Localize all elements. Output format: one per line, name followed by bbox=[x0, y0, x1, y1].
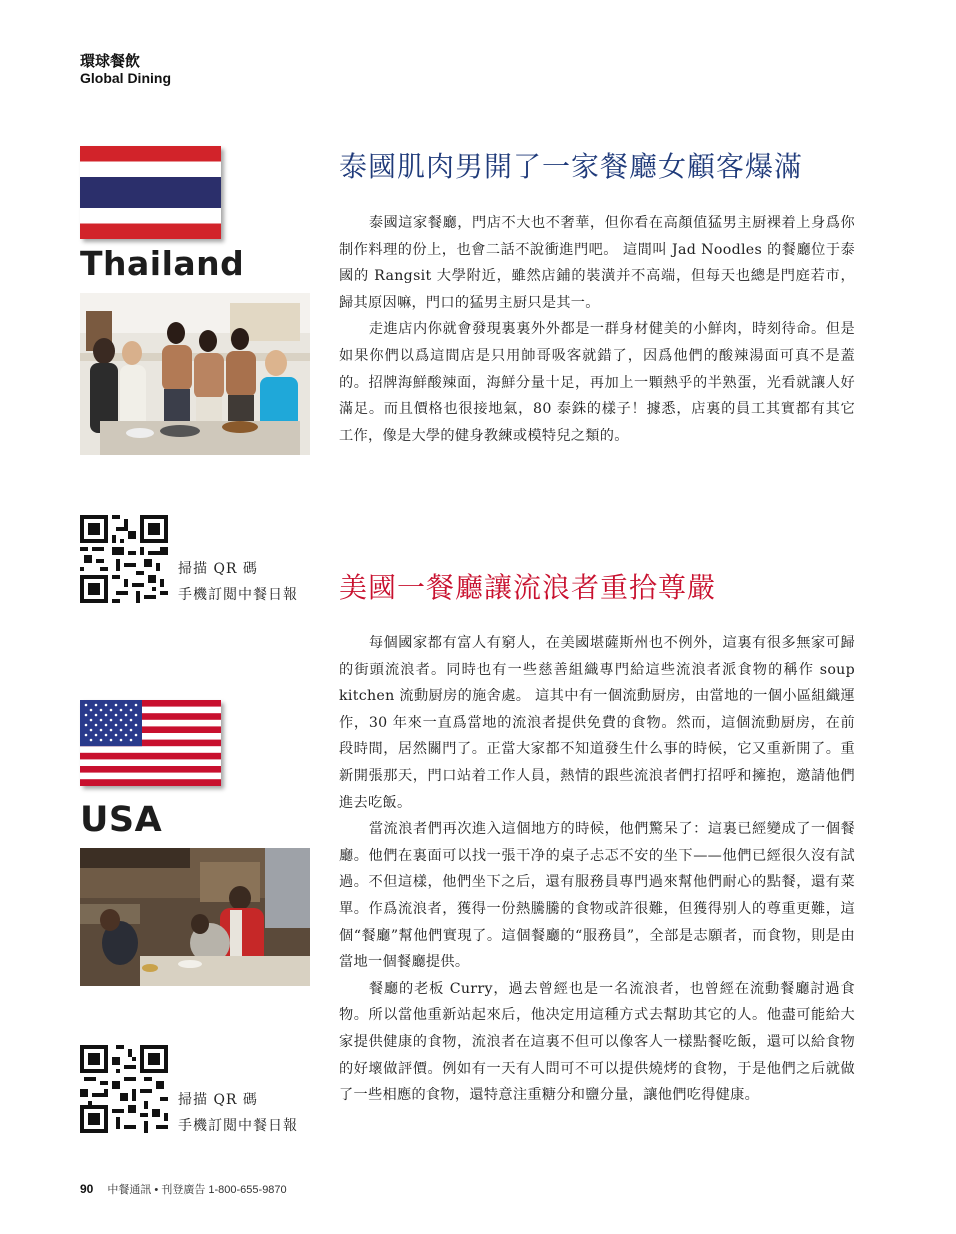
article-headline-usa: 美國一餐廳讓流浪者重拾尊嚴 bbox=[339, 571, 717, 604]
country-name-thailand: Thailand bbox=[80, 244, 245, 283]
article-headline-thailand: 泰國肌肉男開了一家餐廳女顧客爆滿 bbox=[339, 150, 804, 183]
section-title-english: Global Dining bbox=[80, 70, 171, 86]
qr-caption-usa bbox=[178, 1087, 298, 1139]
usa-flag bbox=[80, 700, 221, 786]
qr-code-icon bbox=[80, 515, 168, 603]
qr-caption-line2: 手機訂閲中餐日報 bbox=[178, 1118, 298, 1134]
usa-flag-icon bbox=[80, 700, 221, 786]
paragraph: 餐廳的老板 Curry，過去曾經也是一名流浪者，也曾經在流動餐廳討過食物。所以當他重新站起來后，他决定用這種方式去幫助其它的人。他盡可能給大家提供健康的食物，流浪者在這裏不但可以像客人一樣點餐吃飯，還可以給食物的好壞做評價。例如有一天有人問可不可以提供燒烤的食物，于是他們之后就做了一些相應的食物，還特意注重糖分和鹽分量，讓他們吃得健康。 bbox=[339, 980, 855, 1104]
qr-caption-line2: 手機訂閲中餐日報 bbox=[178, 587, 298, 603]
page-footer bbox=[80, 1181, 287, 1197]
thailand-flag bbox=[80, 146, 221, 239]
qr-code-thailand[interactable] bbox=[80, 515, 168, 603]
thailand-restaurant-photo bbox=[80, 293, 310, 455]
article-body-usa bbox=[339, 630, 855, 1109]
article-body-thailand bbox=[339, 210, 855, 449]
country-name-usa: USA bbox=[80, 800, 163, 840]
paragraph: 當流浪者們再次進入這個地方的時候，他們驚呆了：這裏已經變成了一個餐廳。他們在裏面可以找一張干净的桌子忐忑不安的坐下——他們已經很久沒有試過。不但這樣，他們坐下之后，還有服務員專門過來幫他們耐心的點餐，還有菜單。作爲流浪者，獲得一份熱騰騰的食物或許很難，但獲得别人的尊重更難，這個“餐廳”幫他們實現了。這個餐廳的“服務員”，全部是志願者，而食物，則是由當地一個餐廳提供。 bbox=[339, 821, 855, 971]
thailand-flag-icon bbox=[80, 146, 221, 239]
section-title-chinese: 環球餐飲 bbox=[80, 52, 141, 70]
paragraph: 泰國這家餐廳，門店不大也不奢華，但你看在高顏值猛男主厨裸着上身爲你制作料理的份上，也會二話不說衝進門吧。 這間叫 Jad Noodles 的餐廳位于泰國的 Rangsit 大學附近，雖然店鋪的裝潢并不高端，但每天也總是門庭若市，歸其原因嘛，門口的猛男主厨只是其一。 bbox=[339, 215, 855, 311]
usa-restaurant-photo bbox=[80, 848, 310, 986]
paragraph: 每個國家都有富人有窮人，在美國堪薩斯州也不例外，這裏有很多無家可歸的街頭流浪者。同時也有一些慈善組織專門給這些流浪者派食物的稱作 soup kitchen 流動厨房的施舍處。 這其中有一個流動厨房，由當地的一個小區組織運作，30 年來一直爲當地的流浪者提供免費的食物。然而，這個流動厨房，在前段時間，居然關門了。正當大家都不知道發生什么事的時候，它又重新開了。重新開張那天，門口站着工作人員，熱情的跟些流浪者們打招呼和擁抱，邀請他們進去吃飯。 bbox=[339, 635, 855, 811]
qr-code-usa[interactable] bbox=[80, 1045, 168, 1133]
qr-caption-line1: 掃描 QR 碼 bbox=[178, 561, 258, 577]
footer-contact: 中餐通訊 • 刊登廣告 1-800-655-9870 bbox=[107, 1184, 287, 1196]
qr-caption-line1: 掃描 QR 碼 bbox=[178, 1092, 258, 1108]
qr-code-icon bbox=[80, 1045, 168, 1133]
paragraph: 走進店内你就會發現裏裏外外都是一群身材健美的小鮮肉，時刻待命。但是如果你們以爲這間店是只用帥哥吸客就錯了，因爲他們的酸辣湯面可真不是蓋的。招牌海鮮酸辣面，海鮮分量十足，再加上一顆熱乎的半熟蛋，光看就讓人好滿足。而且價格也很接地氣，80 泰銖的樣子！據悉，店裏的員工其實都有其它工作，像是大學的健身教練或模特兒之類的。 bbox=[339, 321, 855, 444]
qr-caption-thailand bbox=[178, 556, 298, 608]
page-number: 90 bbox=[80, 1182, 94, 1196]
